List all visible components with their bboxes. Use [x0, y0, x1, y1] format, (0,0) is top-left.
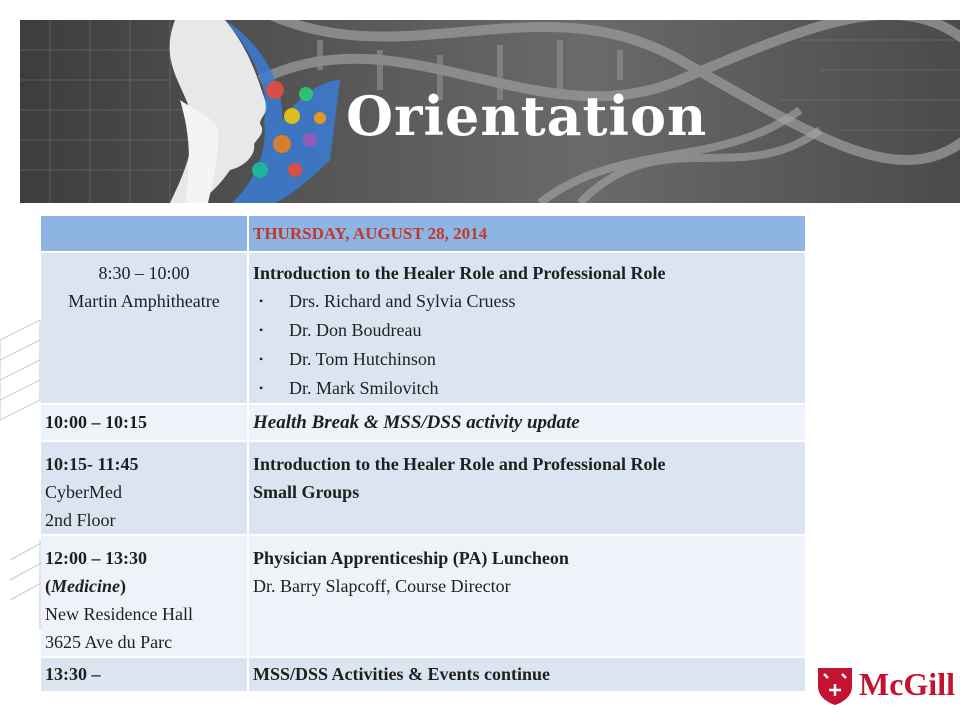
- speaker-name: Dr. Mark Smilovitch: [289, 378, 439, 398]
- list-item: [253, 345, 801, 374]
- time-label: 13:30 –: [45, 664, 101, 684]
- session-title: Introduction to the Healer Role and Professional Role: [253, 454, 666, 474]
- session-cell: [249, 536, 807, 658]
- session-cell: [249, 442, 807, 536]
- table-row: [41, 405, 807, 442]
- time-cell: [41, 253, 249, 405]
- header-banner: [20, 20, 960, 203]
- page-title: Orientation: [346, 84, 708, 148]
- session-subtitle: Small Groups: [253, 482, 360, 502]
- session-title: Health Break & MSS/DSS activity update: [253, 411, 580, 433]
- time-cell: [41, 536, 249, 658]
- speaker-name: Drs. Richard and Sylvia Cruess: [289, 291, 516, 311]
- list-item: [253, 316, 801, 345]
- time-label: 10:15- 11:45: [45, 454, 139, 474]
- bullet-icon: •: [259, 381, 264, 395]
- speaker-name: Dr. Don Boudreau: [289, 320, 422, 340]
- audience-name: Medicine: [51, 576, 120, 596]
- session-title: MSS/DSS Activities & Events continue: [253, 664, 551, 684]
- audience-label: [45, 572, 243, 600]
- day-heading: THURSDAY, AUGUST 28, 2014: [253, 224, 488, 243]
- table-row: [41, 442, 807, 536]
- audience-open-paren: (: [45, 576, 51, 596]
- location-label: 2nd Floor: [45, 510, 116, 530]
- location-label: CyberMed: [45, 482, 122, 502]
- session-cell: [249, 405, 807, 442]
- crest-icon: [816, 666, 854, 706]
- list-item: [253, 287, 801, 316]
- location-label: Martin Amphitheatre: [68, 291, 220, 311]
- table-row: [41, 253, 807, 405]
- session-cell: [249, 253, 807, 405]
- bullet-icon: •: [259, 323, 264, 337]
- session-detail: Dr. Barry Slapcoff, Course Director: [253, 576, 511, 596]
- speaker-name: Dr. Tom Hutchinson: [289, 349, 436, 369]
- bullet-icon: •: [259, 294, 264, 308]
- schedule-table: [41, 216, 807, 693]
- table-row: [41, 536, 807, 658]
- table-row: [41, 658, 807, 693]
- table-header-row: [41, 216, 807, 253]
- bullet-icon: •: [259, 352, 264, 366]
- time-label: 12:00 – 13:30: [45, 548, 147, 568]
- logo-text: McGill: [859, 666, 955, 702]
- time-cell: [41, 658, 249, 693]
- time-label: 10:00 – 10:15: [45, 412, 147, 432]
- list-item: [253, 374, 801, 403]
- location-label: 3625 Ave du Parc: [45, 632, 173, 652]
- session-title: Introduction to the Healer Role and Professional Role: [253, 263, 666, 283]
- time-label: 8:30 – 10:00: [98, 263, 190, 283]
- audience-close-paren: ): [120, 576, 126, 596]
- time-cell: [41, 405, 249, 442]
- time-cell: [41, 442, 249, 536]
- day-heading-cell: [249, 216, 807, 253]
- location-label: New Residence Hall: [45, 604, 193, 624]
- speaker-list: [253, 287, 801, 403]
- header-empty-cell: [41, 216, 249, 253]
- mcgill-logo: [816, 664, 955, 708]
- session-cell: [249, 658, 807, 693]
- session-title: Physician Apprenticeship (PA) Luncheon: [253, 548, 569, 568]
